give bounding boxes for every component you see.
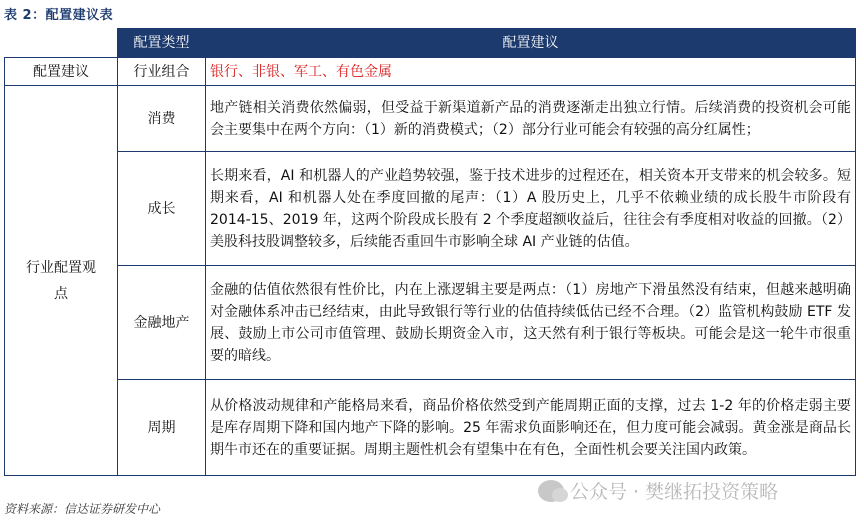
text-growth: 长期来看，AI 和机器人的产业趋势较强，鉴于技术进步的过程还在，相关资本开支带来的机会较多。短期来看，AI 和机器人处在季度回撤的尾声：（1）A 股历史上，几乎不依赖业绩的成长股牛市阶段有 2014-15、2019 年，这两个阶段成长股有 2 个季度超额收益后，往往会有季度相对收益的回撤。（2）美股科技股调整较多，后续能否重回牛市影响全球 AI 产业链的估值。: [206, 152, 856, 266]
config-label: 配置建议: [5, 58, 118, 86]
text-cycle: 从价格波动规律和产能格局来看，商品价格依然受到产能周期正面的支撑，过去 1-2 年的价格走弱主要是库存周期下降和国内地产下降的影响。25 年需求负面影响还在，但力度可能会减弱。黄金涨是商品长期牛市还在的重要证据。周期主题性机会有望集中在有色，全面性机会要关注国内政策。: [206, 380, 856, 476]
text-consumption: 地产链相关消费依然偏弱，但受益于新渠道新产品的消费逐渐走出独立行情。后续消费的投资机会可能会主要集中在两个方向：（1）新的消费模式；（2）部分行业可能会有较强的高分红属性；: [206, 86, 856, 152]
wechat-icon: [538, 480, 564, 502]
table-title: 表 2：配置建议表: [4, 8, 114, 23]
type-cycle: 周期: [118, 380, 206, 476]
header-suggestion: 配置建议: [206, 29, 856, 58]
industry-combo-label: 行业组合: [118, 58, 206, 86]
table-row: [5, 266, 856, 380]
table-row: [5, 58, 856, 86]
table-row: [5, 86, 856, 152]
header-blank-cell: [5, 29, 118, 58]
table-header-row: [5, 29, 856, 58]
header-type: 配置类型: [118, 29, 206, 58]
type-growth: 成长: [118, 152, 206, 266]
type-finance-realestate: 金融地产: [118, 266, 206, 380]
watermark-text: 公众号 · 樊继拓投资策略: [570, 481, 779, 503]
group-label: [5, 86, 118, 476]
table-row: [5, 152, 856, 266]
config-table: [4, 28, 856, 476]
source-note: 资料来源：信达证券研发中心: [4, 502, 161, 516]
text-finance-realestate: 金融的估值依然很有性价比，内在上涨逻辑主要是两点：（1）房地产下滑虽然没有结束，但越来越明确对金融体系冲击已经结束，由此导致银行等行业的估值持续低估已经不合理。（2）监管机构鼓励 ETF 发展、鼓励上市公司市值管理、鼓励长期资金入市，这天然有利于银行等板块。可能会是这一轮牛市很重要的暗线。: [206, 266, 856, 380]
type-consumption: 消费: [118, 86, 206, 152]
watermark: [538, 477, 778, 504]
group-label-text: 行业配置观点: [26, 259, 96, 302]
table-row: [5, 380, 856, 476]
industry-combo-value: 银行、非银、军工、有色金属: [206, 58, 856, 86]
